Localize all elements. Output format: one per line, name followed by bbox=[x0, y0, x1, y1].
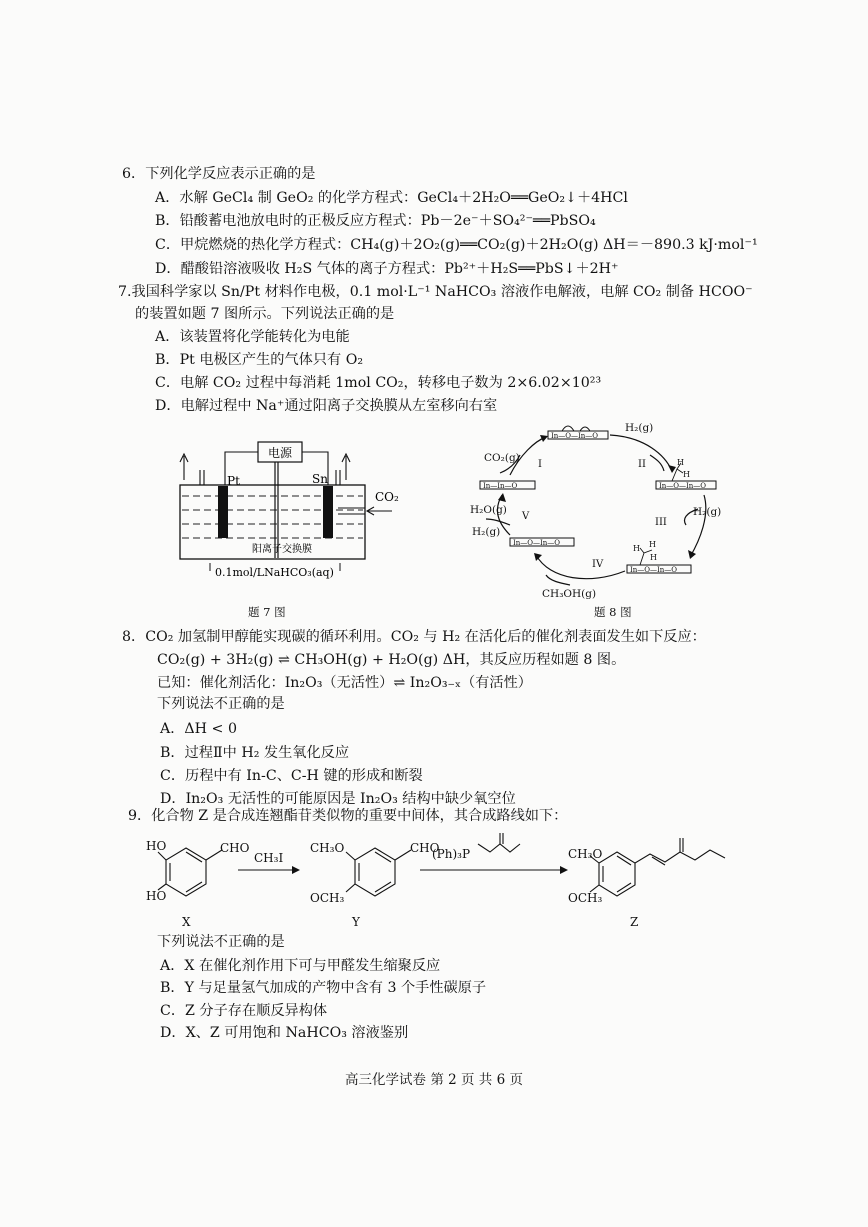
solution-label: 0.1mol/LNaHCO₃(aq) bbox=[215, 566, 334, 579]
q9-option-c: C．Z 分子存在顺反异构体 bbox=[160, 1003, 328, 1019]
y-och3-bottom: OCH₃ bbox=[310, 891, 345, 905]
power-label: 电源 bbox=[267, 446, 293, 460]
y-label: Y bbox=[352, 915, 360, 929]
q7-option-b: B．Pt 电极区产生的气体只有 O₂ bbox=[155, 352, 364, 368]
figure-7-electrolysis-cell bbox=[170, 430, 420, 590]
z-label: Z bbox=[630, 915, 639, 929]
fig8-methanol-label: CH₃OH(g) bbox=[542, 588, 597, 600]
q9-option-d: D．X、Z 可用饱和 NaHCO₃ 溶液鉴别 bbox=[160, 1025, 409, 1041]
q7-option-c: C．电解 CO₂ 过程中每消耗 1mol CO₂，转移电子数为 2×6.02×10²³ bbox=[155, 375, 602, 391]
q8-option-d: D．In₂O₃ 无活性的可能原因是 In₂O₃ 结构中缺少氧空位 bbox=[160, 791, 516, 807]
fig8-h2-left-label: H₂(g) bbox=[472, 526, 501, 538]
svg-text:In—O—In—O: In—O—In—O bbox=[551, 432, 599, 440]
q8-known: 已知：催化剂活化：In₂O₃（无活性）⇌ In₂O₃₋ₓ（有活性） bbox=[157, 675, 532, 691]
step-4-label: IV bbox=[592, 559, 604, 570]
sn-label: Sn bbox=[312, 472, 328, 486]
svg-text:In—O—In—O: In—O—In—O bbox=[630, 566, 678, 574]
y-och3-top: CH₃O bbox=[310, 841, 345, 855]
z-och3-top: CH₃O bbox=[568, 847, 603, 861]
svg-text:H: H bbox=[649, 540, 656, 549]
q9-synthesis-route bbox=[140, 830, 760, 930]
co2-inlet-label: CO₂ bbox=[375, 490, 399, 504]
q8-equation: CO₂(g) + 3H₂(g) ⇌ CH₃OH(g) + H₂O(g) ΔH，其反应历程如题 8 图。 bbox=[157, 652, 626, 668]
x-ho-bottom: HO bbox=[146, 889, 167, 903]
figure-8-reaction-cycle bbox=[450, 415, 730, 605]
q8-ask: 下列说法不正确的是 bbox=[157, 696, 285, 712]
step-5-label: V bbox=[522, 511, 530, 522]
x-cho: CHO bbox=[220, 841, 250, 855]
pt-label: Pt bbox=[227, 474, 240, 488]
svg-text:In—In—O: In—In—O bbox=[483, 482, 518, 490]
svg-text:H: H bbox=[683, 470, 690, 479]
step-3-label: III bbox=[655, 517, 667, 528]
step-2-label: II bbox=[638, 459, 646, 470]
fig8-co2-label: CO₂(g) bbox=[484, 452, 520, 464]
svg-text:H: H bbox=[650, 553, 657, 562]
page-footer: 高三化学试卷 第 2 页 共 6 页 bbox=[345, 1072, 523, 1088]
membrane-label: 阳离子交换膜 bbox=[252, 544, 312, 555]
fig8-h2-top-label: H₂(g) bbox=[625, 422, 654, 434]
svg-text:H: H bbox=[633, 544, 640, 553]
reagent-ch3i: CH₃I bbox=[254, 851, 284, 865]
q6-option-b: B．铅酸蓄电池放电时的正极反应方程式：Pb－2e⁻＋SO₄²⁻══PbSO₄ bbox=[155, 213, 596, 229]
q6-option-c: C．甲烷燃烧的热化学方程式：CH₄(g)＋2O₂(g)══CO₂(g)＋2H₂O(g) ΔH＝－890.3 kJ·mol⁻¹ bbox=[155, 237, 758, 253]
z-och3-bottom: OCH₃ bbox=[568, 891, 603, 905]
q7-option-a: A．该装置将化学能转化为电能 bbox=[155, 329, 350, 345]
x-ho-top: HO bbox=[146, 839, 167, 853]
svg-text:H: H bbox=[677, 458, 684, 467]
reagent-ph3p: (Ph)₃P bbox=[432, 847, 471, 861]
x-label: X bbox=[182, 915, 191, 929]
q9-option-a: A．X 在催化剂作用下可与甲醛发生缩聚反应 bbox=[160, 958, 441, 974]
q7-option-d: D．电解过程中 Na⁺通过阳离子交换膜从左室移向右室 bbox=[155, 398, 498, 414]
q6-option-a: A．水解 GeCl₄ 制 GeO₂ 的化学方程式：GeCl₄＋2H₂O══GeO₂↓＋4HCl bbox=[155, 190, 628, 206]
q9-ask: 下列说法不正确的是 bbox=[157, 934, 285, 950]
q9-stem: 9．化合物 Z 是合成连翘酯苷类似物的重要中间体，其合成路线如下： bbox=[128, 808, 568, 824]
svg-text:In—O—In—O: In—O—In—O bbox=[513, 539, 561, 547]
y-cho: CHO bbox=[410, 841, 440, 855]
q7-stem-line1: 7.我国科学家以 Sn/Pt 材料作电极，0.1 mol·L⁻¹ NaHCO₃ 溶液作电解液，电解 CO₂ 制备 HCOO⁻ bbox=[118, 284, 753, 300]
q6-stem: 6．下列化学反应表示正确的是 bbox=[122, 166, 316, 182]
q8-stem: 8．CO₂ 加氢制甲醇能实现碳的循环利用。CO₂ 与 H₂ 在活化后的催化剂表面发生如下反应： bbox=[122, 629, 706, 645]
figure-7-caption: 题 7 图 bbox=[248, 605, 286, 619]
step-1-label: I bbox=[538, 459, 542, 470]
q8-option-a: A．ΔH < 0 bbox=[160, 721, 237, 737]
figure-8-caption: 题 8 图 bbox=[594, 605, 632, 619]
q8-option-b: B．过程Ⅱ中 H₂ 发生氧化反应 bbox=[160, 745, 350, 761]
fig8-h2-right-label: H₂(g) bbox=[693, 506, 722, 518]
fig8-h2o-label: H₂O(g) bbox=[470, 504, 507, 516]
q7-stem-line2: 的装置如题 7 图所示。下列说法正确的是 bbox=[135, 306, 395, 322]
q6-option-d: D．醋酸铅溶液吸收 H₂S 气体的离子方程式：Pb²⁺＋H₂S══PbS↓＋2H⁺ bbox=[155, 261, 619, 277]
q9-option-b: B．Y 与足量氢气加成的产物中含有 3 个手性碳原子 bbox=[160, 980, 487, 996]
q8-option-c: C．历程中有 In-C、C-H 键的形成和断裂 bbox=[160, 768, 423, 784]
svg-text:In—O—In—O: In—O—In—O bbox=[659, 482, 707, 490]
